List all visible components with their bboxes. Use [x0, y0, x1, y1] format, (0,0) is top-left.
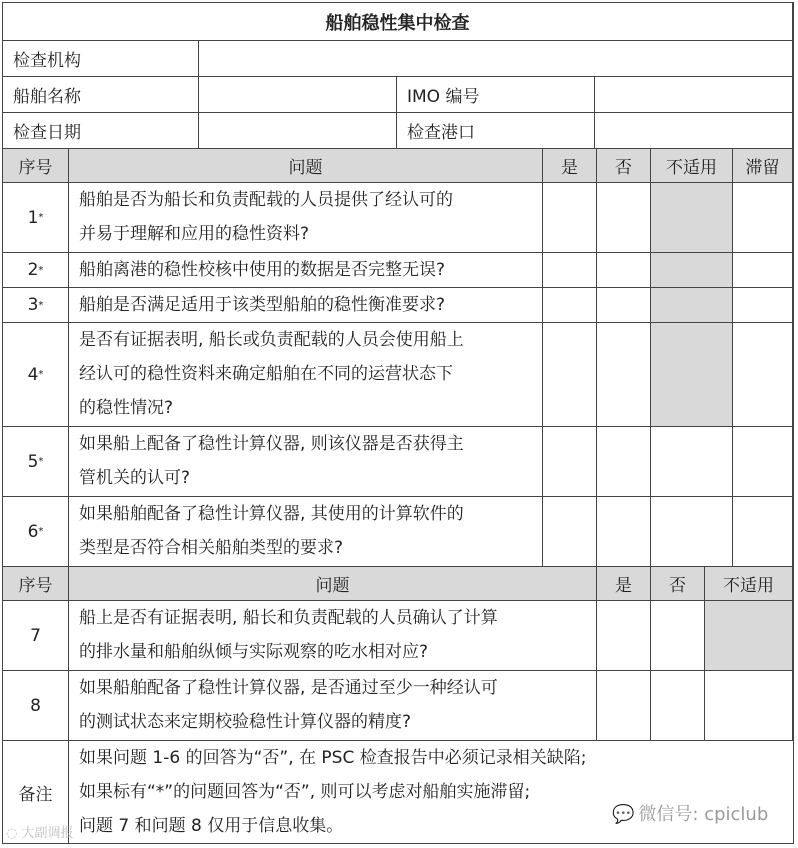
answer-no-cell[interactable] — [597, 323, 651, 427]
question-text: 船舶离港的稳性校核中使用的数据是否完整无误? — [69, 253, 543, 288]
label-port: 检查港口 — [397, 113, 595, 149]
answer-na-cell-disabled — [651, 323, 733, 427]
answer-na-cell-disabled — [651, 183, 733, 253]
question-number: 3 * — [3, 288, 69, 323]
answer-detention-cell[interactable] — [733, 427, 793, 497]
answer-detention-cell[interactable] — [733, 183, 793, 253]
note-line: 问题 7 和问题 8 仅用于信息收集。 — [79, 816, 344, 836]
answer-no-cell[interactable] — [597, 183, 651, 253]
label-ship-name: 船舶名称 — [3, 77, 199, 113]
label-inspecting-authority: 检查机构 — [3, 41, 199, 77]
label-inspection-date: 检查日期 — [3, 113, 199, 149]
field-port[interactable] — [595, 113, 793, 149]
header-question: 问题 — [69, 567, 597, 601]
question-text: 如果船舶配备了稳性计算仪器, 其使用的计算软件的 类型是否符合相关船舶类型的要求? — [69, 497, 543, 567]
question-text: 如果船舶配备了稳性计算仪器, 是否通过至少一种经认可 的测试状态来定期校验稳性计算仪器的精度? — [69, 671, 597, 741]
question-number: 5 * — [3, 427, 69, 497]
answer-detention-cell[interactable] — [733, 497, 793, 567]
question-number: 1 * — [3, 183, 69, 253]
notes-label: 备注 — [3, 741, 69, 843]
answer-na-cell[interactable] — [651, 497, 733, 567]
answer-yes-cell[interactable] — [543, 427, 597, 497]
question-text: 船舶是否为船长和负责配载的人员提供了经认可的 并易于理解和应用的稳性资料? — [69, 183, 543, 253]
wechat-watermark: 💬 微信号: cpiclub — [612, 804, 769, 825]
header-no: 否 — [651, 567, 705, 601]
header-question: 问题 — [69, 149, 543, 183]
logo-icon: ◌ — [6, 826, 22, 841]
form-title: 船舶稳性集中检查 — [3, 3, 793, 41]
question-number: 7 — [3, 601, 69, 671]
wechat-icon: 💬 — [612, 804, 635, 825]
question-number: 8 — [3, 671, 69, 741]
answer-no-cell[interactable] — [597, 288, 651, 323]
answer-na-cell-disabled — [651, 253, 733, 288]
answer-no-cell[interactable] — [597, 497, 651, 567]
question-text: 是否有证据表明, 船长或负责配载的人员会使用船上 经认可的稳性资料来确定船舶在不同的运营状态下 的稳性情况? — [69, 323, 543, 427]
note-line: 如果问题 1-6 的回答为“否”, 在 PSC 检查报告中必须记录相关缺陷; — [79, 748, 587, 768]
answer-na-cell[interactable] — [705, 671, 793, 741]
field-ship-name[interactable] — [199, 77, 397, 113]
question-number: 4 * — [3, 323, 69, 427]
answer-yes-cell[interactable] — [597, 601, 651, 671]
answer-no-cell[interactable] — [651, 671, 705, 741]
answer-no-cell[interactable] — [651, 601, 705, 671]
answer-no-cell[interactable] — [597, 427, 651, 497]
header-yes: 是 — [543, 149, 597, 183]
answer-yes-cell[interactable] — [543, 253, 597, 288]
field-inspection-date[interactable] — [199, 113, 397, 149]
stability-checklist-table — [2, 2, 794, 844]
header-detention: 滞留 — [733, 149, 793, 183]
answer-detention-cell[interactable] — [733, 323, 793, 427]
answer-detention-cell[interactable] — [733, 288, 793, 323]
field-inspecting-authority[interactable] — [199, 41, 793, 77]
answer-na-cell-disabled — [651, 288, 733, 323]
answer-yes-cell[interactable] — [597, 671, 651, 741]
answer-detention-cell[interactable] — [733, 253, 793, 288]
answer-yes-cell[interactable] — [543, 323, 597, 427]
question-text: 船舶是否满足适用于该类型船舶的稳性衡准要求? — [69, 288, 543, 323]
header-not-applicable: 不适用 — [705, 567, 793, 601]
header-number: 序号 — [3, 149, 69, 183]
label-imo-number: IMO 编号 — [397, 77, 595, 113]
field-imo-number[interactable] — [595, 77, 793, 113]
answer-yes-cell[interactable] — [543, 497, 597, 567]
answer-yes-cell[interactable] — [543, 288, 597, 323]
note-line: 如果标有“*”的问题回答为“否”, 则可以考虑对船舶实施滞留; — [79, 782, 531, 802]
header-yes: 是 — [597, 567, 651, 601]
answer-no-cell[interactable] — [597, 253, 651, 288]
header-not-applicable: 不适用 — [651, 149, 733, 183]
question-number: 6 * — [3, 497, 69, 567]
question-number: 2 * — [3, 253, 69, 288]
answer-yes-cell[interactable] — [543, 183, 597, 253]
question-text: 如果船上配备了稳性计算仪器, 则该仪器是否获得主 管机关的认可? — [69, 427, 543, 497]
notes-text — [69, 741, 793, 843]
answer-na-cell[interactable] — [651, 427, 733, 497]
answer-na-cell-disabled — [705, 601, 793, 671]
header-number: 序号 — [3, 567, 69, 601]
source-watermark: ◌ 大副调报 — [6, 826, 74, 841]
question-text: 船上是否有证据表明, 船长和负责配载的人员确认了计算 的排水量和船舶纵倾与实际观察的吃水相对应? — [69, 601, 597, 671]
header-no: 否 — [597, 149, 651, 183]
